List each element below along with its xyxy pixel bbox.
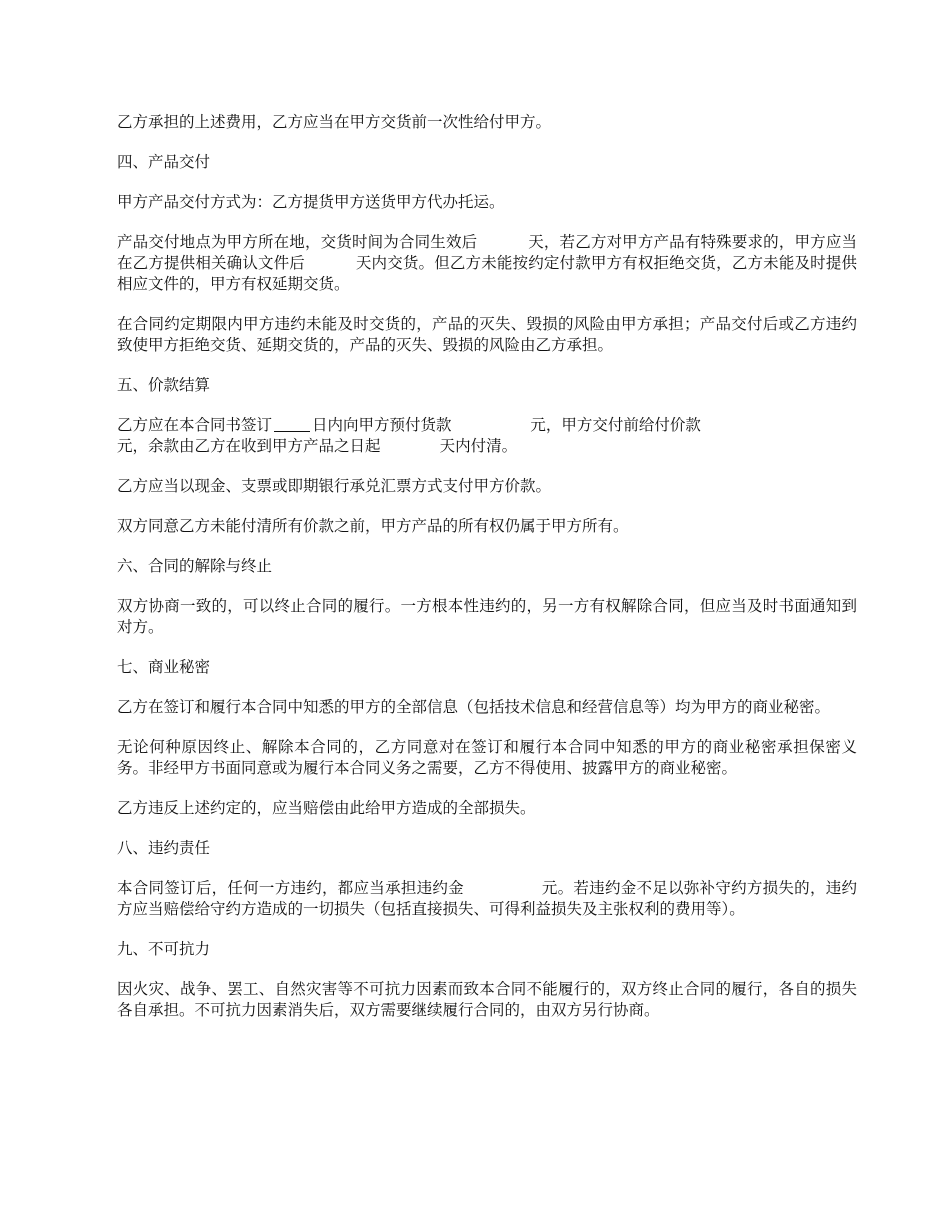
paragraph-ownership: 双方同意乙方未能付清所有价款之前，甲方产品的所有权仍属于甲方所有。 (117, 517, 629, 535)
paragraph-force-majeure: 因火灾、战争、罢工、自然灾害等不可抗力因素而致本合同不能履行的，双方终止合同的履行，各自的损失各自承担。不可抗力因素消失后，双方需要继续履行合同的，由双方另行协商。 (117, 980, 857, 1019)
section-heading-payment: 五、价款结算 (117, 376, 211, 394)
paragraph-delivery-location: 产品交付地点为甲方所在地，交货时间为合同生效后 天，若乙方对甲方产品有特殊要求的，甲方应当在乙方提供相关确认文件后 天内交货。但乙方未能按约定付款甲方有权拒绝交货，乙方未能及时提供相应文件的，甲方有权延期交货。 (117, 233, 857, 293)
paragraph-delivery-method: 甲方产品交付方式为：乙方提货甲方送货甲方代办托运。 (117, 193, 505, 211)
paragraph-termination: 双方协商一致的，可以终止合同的履行。一方根本性违约的，另一方有权解除合同，但应当及时书面通知到对方。 (117, 597, 857, 636)
section-heading-secrets: 七、商业秘密 (117, 658, 211, 676)
paragraph-secrets-obligation: 无论何种原因终止、解除本合同的，乙方同意对在签订和履行本合同中知悉的甲方的商业秘密承担保密义务。非经甲方书面同意或为履行本合同义务之需要，乙方不得使用、披露甲方的商业秘密。 (117, 738, 857, 777)
paragraph-secrets-compensation: 乙方违反上述约定的，应当赔偿由此给甲方造成的全部损失。 (117, 799, 536, 817)
blank-underline (274, 415, 310, 432)
paragraph-delivery-risk: 在合同约定期限内甲方违约未能及时交货的，产品的灭失、毁损的风险由甲方承担；产品交付后或乙方违约致使甲方拒绝交货、延期交货的，产品的灭失、毁损的风险由乙方承担。 (117, 315, 857, 354)
section-heading-force-majeure: 九、不可抗力 (117, 940, 211, 958)
paragraph-liability: 本合同签订后，任何一方违约，都应当承担违约金 元。若违约金不足以弥补守约方损失的，违约方应当赔偿给守约方造成的一切损失（包括直接损失、可得利益损失及主张权利的费用等）。 (117, 879, 857, 918)
paragraph-secrets-scope: 乙方在签订和履行本合同中知悉的甲方的全部信息（包括技术信息和经营信息等）均为甲方的商业秘密。 (117, 698, 831, 716)
contract-document (117, 112, 857, 1040)
payment-text-after: 日内向甲方预付货款 元，甲方交付前给付价款 元，余款由乙方在收到甲方产品之日起 天内付清。 (117, 416, 701, 455)
paragraph-fee-payment: 乙方承担的上述费用，乙方应当在甲方交货前一次性给付甲方。 (117, 113, 552, 131)
paragraph-payment-method: 乙方应当以现金、支票或即期银行承兑汇票方式支付甲方价款。 (117, 477, 552, 495)
section-heading-delivery: 四、产品交付 (117, 153, 211, 171)
section-heading-liability: 八、违约责任 (117, 839, 211, 857)
payment-text-before: 乙方应在本合同书签订 (117, 416, 273, 434)
section-heading-termination: 六、合同的解除与终止 (117, 557, 273, 575)
paragraph-payment-schedule (117, 415, 857, 457)
